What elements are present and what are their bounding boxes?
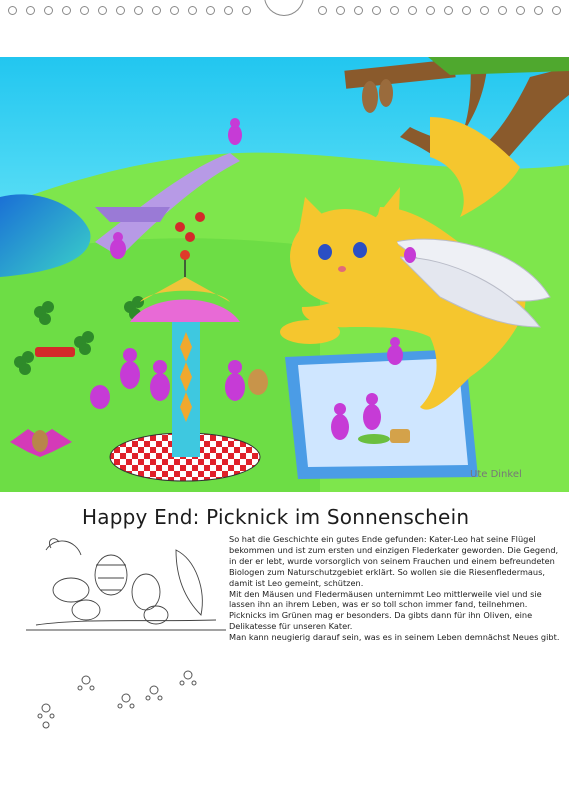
svg-text:Ute Dinkel: Ute Dinkel [470, 469, 522, 480]
calendar-ring-binding [0, 0, 569, 22]
pencil-sketch-mice-picnic [26, 530, 226, 730]
binding-hole [462, 6, 471, 15]
story-paragraph-2: Mit den Mäusen und Fledermäusen unternimmt Leo mittlerweile viel und sie lassen ihn an ihrem Leben, was er so toll schon immer fand, teilnehmen. Picknicks im Grünen mag er besonders. Da gibts dann für ihn Oliven, eine Delikatesse für unseren Kater. [229, 588, 542, 632]
story-paragraph-1: So hat die Geschichte ein gutes Ende gefunden: Kater-Leo hat seine Flügel bekommen und ist zum ersten und einzigen Flederkater geworden. Die Gegend, in der er lebt, wurde vorsorglich von seinem Frauchen und einem befreundeten Biologen zum Naturschutzgebiet erklärt. So wollen sie die Riesenfledermaus, damit ist Leo gemeint, schützen. [229, 534, 559, 588]
binding-hole [26, 6, 35, 15]
story-paragraph-3: Man kann neugierig darauf sein, was es in seinem Leben demnächst Neues gibt. [229, 632, 560, 643]
hanger-hook [264, 0, 304, 16]
binding-hole [8, 6, 17, 15]
binding-hole [188, 6, 197, 15]
binding-hole [408, 6, 417, 15]
binding-hole [498, 6, 507, 15]
binding-hole [336, 6, 345, 15]
binding-hole [318, 6, 327, 15]
binding-hole [444, 6, 453, 15]
binding-hole [170, 6, 179, 15]
binding-hole [242, 6, 251, 15]
binding-hole [516, 6, 525, 15]
binding-hole [552, 6, 561, 15]
page-title: Happy End: Picknick im Sonnenschein [82, 505, 470, 529]
binding-hole [152, 6, 161, 15]
binding-hole [534, 6, 543, 15]
binding-hole [206, 6, 215, 15]
binding-hole [62, 6, 71, 15]
binding-hole [98, 6, 107, 15]
binding-hole [116, 6, 125, 15]
binding-hole [480, 6, 489, 15]
binding-hole [354, 6, 363, 15]
binding-hole [44, 6, 53, 15]
main-illustration [0, 57, 569, 492]
binding-hole [224, 6, 233, 15]
binding-hole [80, 6, 89, 15]
binding-hole [372, 6, 381, 15]
binding-hole [390, 6, 399, 15]
story-text [229, 534, 561, 643]
binding-hole [426, 6, 435, 15]
binding-hole [134, 6, 143, 15]
